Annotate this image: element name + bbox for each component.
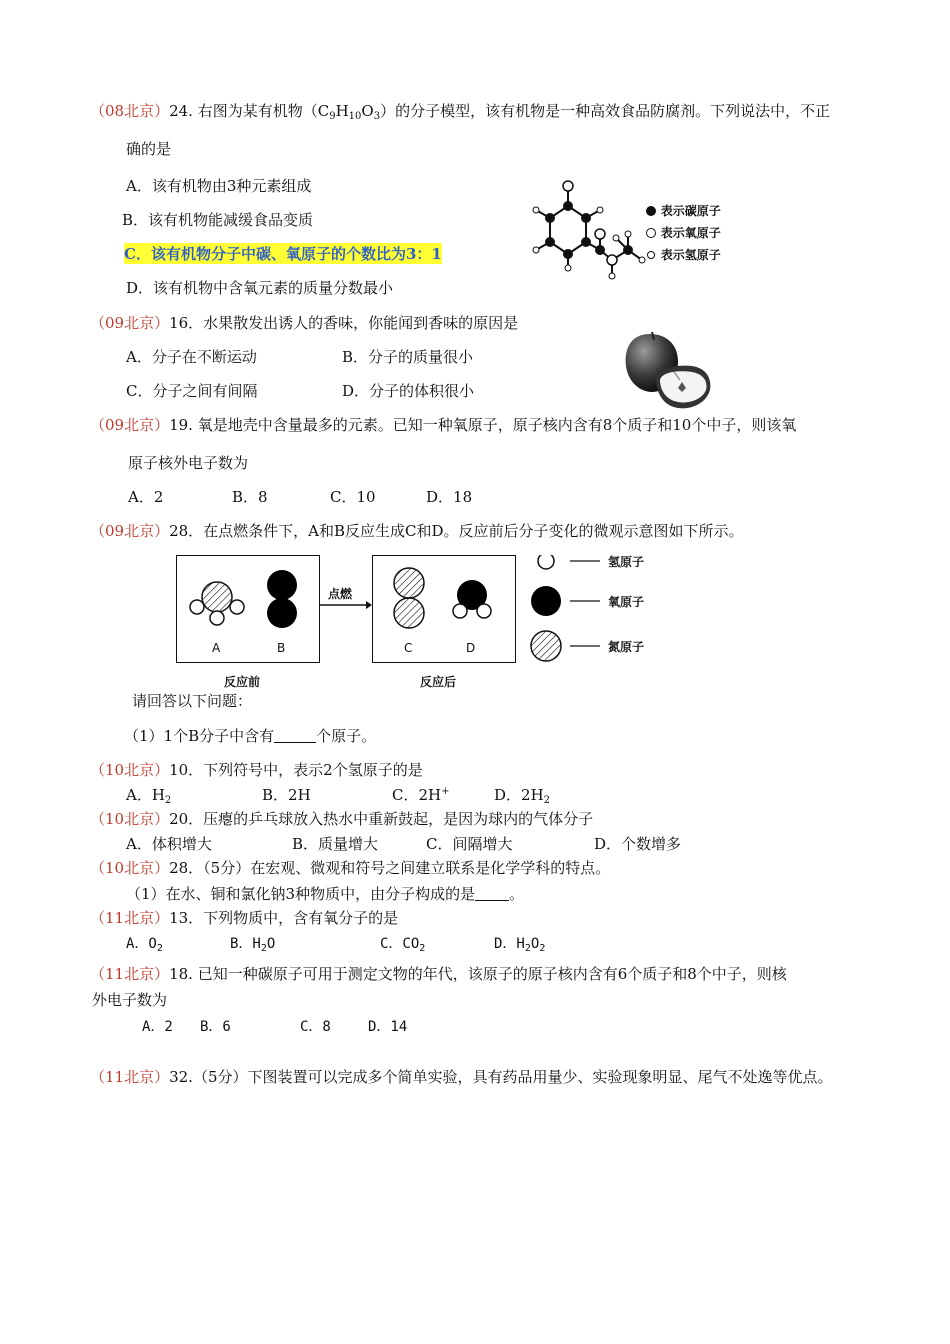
option-c: C．10 — [330, 488, 376, 506]
label-c: C — [404, 641, 413, 655]
legend-oxygen: 表示氧原子 — [646, 223, 721, 245]
legend-hydrogen: 表示氢原子 — [646, 245, 721, 267]
option-a: A．体积增大 — [126, 835, 212, 853]
question-09-16-stem: （09北京）16．水果散发出诱人的香味，你能闻到香味的原因是 — [90, 314, 519, 332]
question-10-10-stem: （10北京）10．下列符号中，表示2个氢原子的是 — [90, 761, 423, 779]
option-a: A．2 — [128, 488, 164, 506]
apple-illustration — [620, 330, 716, 410]
option-c-highlighted: C．该有机物分子中碳、氧原子的个数比为3：1 — [124, 245, 442, 263]
source-tag: （08北京） — [90, 102, 170, 120]
option-a: A．该有机物由3种元素组成 — [126, 177, 312, 195]
option-d: D．分子的体积很小 — [342, 382, 475, 400]
answer-blank — [274, 728, 316, 743]
option-a: A．2 — [142, 1019, 173, 1035]
option-c: C．8 — [300, 1019, 331, 1035]
option-b: B．质量增大 — [292, 835, 379, 853]
oxygen-atom-icon — [646, 228, 656, 238]
label-b: B — [277, 641, 286, 655]
option-d: D．该有机物中含氧元素的质量分数最小 — [126, 279, 394, 297]
question-11-18-stem-cont: 外电子数为 — [92, 991, 168, 1009]
option-a: A．$H_2$ — [126, 786, 172, 806]
option-b: B．6 — [200, 1019, 231, 1035]
option-b: B．该有机物能减缓食品变质 — [122, 211, 314, 229]
option-b: B．8 — [232, 488, 268, 506]
label-d: D — [466, 641, 476, 655]
question-09-19-stem-cont: 原子核外电子数为 — [128, 454, 249, 472]
legend-oxygen: 氧原子 — [608, 595, 645, 609]
question-10-28-stem: （10北京）28．（5分）在宏观、微观和符号之间建立联系是化学学科的特点。 — [90, 859, 611, 877]
option-d: D．$H_2O_2$ — [494, 936, 546, 954]
after-label: 反应后 — [420, 675, 457, 689]
question-08-24-stem-cont: 确的是 — [126, 140, 172, 158]
question-10-20-stem: （10北京）20．压瘪的乒乓球放入热水中重新鼓起，是因为球内的气体分子 — [90, 810, 594, 828]
question-11-13-stem: （11北京）13．下列物质中，含有氧分子的是 — [90, 909, 399, 927]
option-c: C．2H+ — [392, 786, 450, 804]
option-c: C．间隔增大 — [426, 835, 513, 853]
sub-question-1: （1）1个B分子中含有 个原子。 — [124, 727, 377, 745]
sub-question-1: （1）在水、铜和氯化钠3种物质中，由分子构成的是 。 — [126, 885, 525, 903]
answer-blank — [475, 886, 509, 901]
label-a: A — [212, 641, 221, 655]
before-label: 反应前 — [224, 675, 261, 689]
question-11-32-stem: （11北京）32.（5分）下图装置可以完成多个简单实验，具有药品用量少、实验现象明显、尾气不处逸等优点。 — [90, 1068, 833, 1086]
option-c: C．分子之间有间隔 — [126, 382, 258, 400]
option-a: A．$O_2$ — [126, 936, 163, 954]
question-09-19-stem: （09北京）19. 氧是地壳中含量最多的元素。已知一种氧原子，原子核内含有8个质子和10个中子，则该氧 — [90, 416, 797, 434]
prompt: 请回答以下问题： — [132, 692, 253, 710]
option-d: D．18 — [426, 488, 473, 506]
option-d: D．$2H_2$ — [494, 786, 551, 806]
option-a: A．分子在不断运动 — [126, 348, 257, 366]
option-b: B．分子的质量很小 — [342, 348, 474, 366]
option-d: D．个数增多 — [594, 835, 682, 853]
reaction-condition: 点燃 — [328, 587, 353, 601]
legend-carbon: 表示碳原子 — [646, 201, 721, 223]
hydrogen-atom-icon — [647, 251, 655, 259]
legend-nitrogen: 氮原子 — [608, 640, 645, 654]
option-d: D．14 — [368, 1019, 408, 1035]
option-b: B．2H — [262, 786, 311, 804]
molecule-legend — [646, 201, 721, 267]
question-08-24-stem: （08北京）24. 右图为某有机物$(C_9H_{10}O_3)$的分子模型，该有机物是一种高效食品防腐剂。下列说法中，不正 — [90, 102, 831, 122]
legend-hydrogen: 氢原子 — [608, 555, 645, 569]
question-11-18-stem: （11北京）18. 已知一种碳原子可用于测定文物的年代，该原子的原子核内含有6个质子和8个中子，则核 — [90, 965, 787, 983]
carbon-atom-icon — [646, 206, 656, 216]
option-b: B．$H_2O$ — [230, 936, 276, 954]
question-09-28-stem: （09北京）28．在点燃条件下，A和B反应生成C和D。反应前后分子变化的微观示意图如下所示。 — [90, 522, 744, 540]
option-c: C．$CO_2$ — [380, 936, 426, 954]
